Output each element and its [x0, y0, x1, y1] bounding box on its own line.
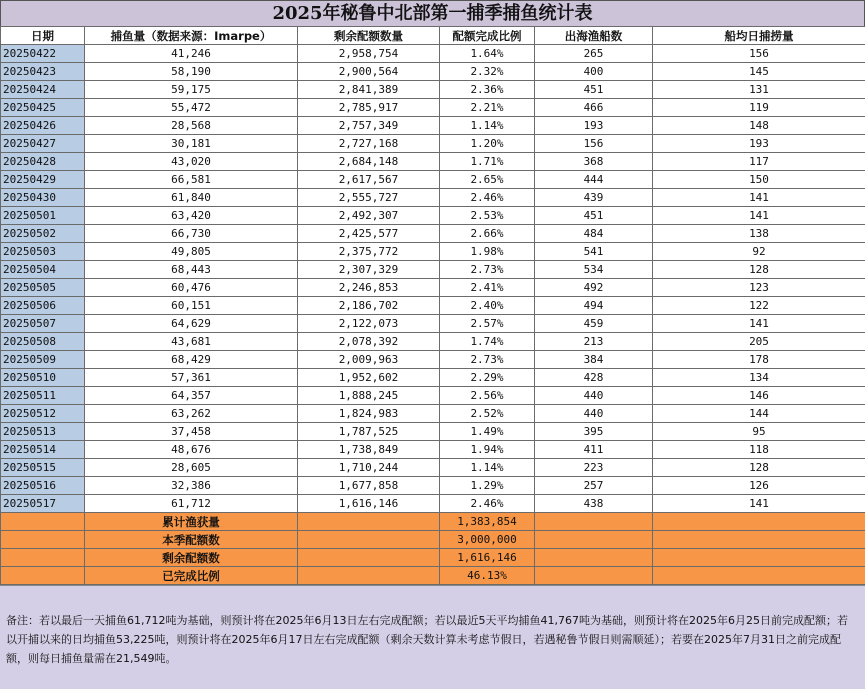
table-row	[1, 63, 865, 81]
date-cell: 20250423	[1, 63, 85, 81]
remaining-quota-cell: 2,555,727	[298, 189, 440, 207]
remaining-quota-cell: 2,684,148	[298, 153, 440, 171]
summary-blank	[1, 531, 85, 549]
date-cell: 20250510	[1, 369, 85, 387]
date-cell: 20250502	[1, 225, 85, 243]
remaining-quota-cell: 2,375,772	[298, 243, 440, 261]
table-row	[1, 279, 865, 297]
remaining-quota-cell: 2,757,349	[298, 117, 440, 135]
summary-blank	[653, 513, 865, 531]
catch-cell: 58,190	[85, 63, 298, 81]
remaining-quota-cell: 2,246,853	[298, 279, 440, 297]
table-row	[1, 477, 865, 495]
remaining-quota-cell: 2,186,702	[298, 297, 440, 315]
completion-ratio-cell: 2.57%	[440, 315, 535, 333]
date-cell: 20250427	[1, 135, 85, 153]
summary-blank	[1, 567, 85, 585]
avg-catch-cell: 126	[653, 477, 865, 495]
summary-blank	[535, 531, 653, 549]
avg-catch-cell: 95	[653, 423, 865, 441]
vessels-cell: 428	[535, 369, 653, 387]
vessels-cell: 368	[535, 153, 653, 171]
completion-ratio-cell: 1.74%	[440, 333, 535, 351]
avg-catch-cell: 205	[653, 333, 865, 351]
header-row	[1, 27, 865, 45]
summary-label: 本季配额数	[85, 531, 298, 549]
catch-cell: 60,151	[85, 297, 298, 315]
remaining-quota-cell: 2,122,073	[298, 315, 440, 333]
col-header-catch: 捕鱼量（数据来源：Imarpe）	[85, 27, 298, 45]
vessels-cell: 193	[535, 117, 653, 135]
completion-ratio-cell: 2.73%	[440, 351, 535, 369]
remaining-quota-cell: 2,492,307	[298, 207, 440, 225]
completion-ratio-cell: 1.98%	[440, 243, 535, 261]
table-row	[1, 117, 865, 135]
summary-label: 已完成比例	[85, 567, 298, 585]
vessels-cell: 395	[535, 423, 653, 441]
catch-cell: 55,472	[85, 99, 298, 117]
table-row	[1, 99, 865, 117]
completion-ratio-cell: 2.29%	[440, 369, 535, 387]
table-row	[1, 261, 865, 279]
summary-value: 1,616,146	[440, 549, 535, 567]
completion-ratio-cell: 1.64%	[440, 45, 535, 63]
remaining-quota-cell: 1,888,245	[298, 387, 440, 405]
avg-catch-cell: 118	[653, 441, 865, 459]
avg-catch-cell: 178	[653, 351, 865, 369]
completion-ratio-cell: 1.14%	[440, 459, 535, 477]
completion-ratio-cell: 2.46%	[440, 495, 535, 513]
completion-ratio-cell: 2.56%	[440, 387, 535, 405]
summary-blank	[653, 567, 865, 585]
avg-catch-cell: 128	[653, 261, 865, 279]
date-cell: 20250512	[1, 405, 85, 423]
remaining-quota-cell: 2,958,754	[298, 45, 440, 63]
completion-ratio-cell: 2.40%	[440, 297, 535, 315]
fishing-stats-table	[0, 26, 865, 585]
table-row	[1, 495, 865, 513]
avg-catch-cell: 144	[653, 405, 865, 423]
table-row	[1, 333, 865, 351]
vessels-cell: 411	[535, 441, 653, 459]
date-cell: 20250429	[1, 171, 85, 189]
date-cell: 20250509	[1, 351, 85, 369]
avg-catch-cell: 156	[653, 45, 865, 63]
vessels-cell: 439	[535, 189, 653, 207]
table-row	[1, 405, 865, 423]
catch-cell: 57,361	[85, 369, 298, 387]
table-row	[1, 171, 865, 189]
catch-cell: 63,262	[85, 405, 298, 423]
table-row	[1, 189, 865, 207]
summary-blank	[298, 531, 440, 549]
catch-cell: 63,420	[85, 207, 298, 225]
table-title: 2025年秘鲁中北部第一捕季捕鱼统计表	[0, 0, 865, 27]
date-cell: 20250513	[1, 423, 85, 441]
remaining-quota-cell: 1,787,525	[298, 423, 440, 441]
completion-ratio-cell: 2.41%	[440, 279, 535, 297]
vessels-cell: 265	[535, 45, 653, 63]
table-row	[1, 387, 865, 405]
summary-value: 46.13%	[440, 567, 535, 585]
completion-ratio-cell: 1.29%	[440, 477, 535, 495]
vessels-cell: 484	[535, 225, 653, 243]
vessels-cell: 400	[535, 63, 653, 81]
avg-catch-cell: 123	[653, 279, 865, 297]
summary-value: 1,383,854	[440, 513, 535, 531]
avg-catch-cell: 119	[653, 99, 865, 117]
date-cell: 20250505	[1, 279, 85, 297]
vessels-cell: 492	[535, 279, 653, 297]
table-row	[1, 369, 865, 387]
date-cell: 20250506	[1, 297, 85, 315]
completion-ratio-cell: 2.65%	[440, 171, 535, 189]
table-row	[1, 351, 865, 369]
remaining-quota-cell: 2,617,567	[298, 171, 440, 189]
remaining-quota-cell: 2,307,329	[298, 261, 440, 279]
catch-cell: 28,605	[85, 459, 298, 477]
summary-blank	[535, 567, 653, 585]
table-row	[1, 297, 865, 315]
summary-blank	[535, 513, 653, 531]
summary-row	[1, 567, 865, 585]
col-header-date: 日期	[1, 27, 85, 45]
completion-ratio-cell: 1.14%	[440, 117, 535, 135]
summary-blank	[535, 549, 653, 567]
avg-catch-cell: 134	[653, 369, 865, 387]
completion-ratio-cell: 2.21%	[440, 99, 535, 117]
date-cell: 20250503	[1, 243, 85, 261]
completion-ratio-cell: 2.53%	[440, 207, 535, 225]
vessels-cell: 440	[535, 387, 653, 405]
table-row	[1, 81, 865, 99]
col-header-remaining-quota: 剩余配额数量	[298, 27, 440, 45]
summary-blank	[653, 531, 865, 549]
catch-cell: 61,840	[85, 189, 298, 207]
remaining-quota-cell: 1,677,858	[298, 477, 440, 495]
remaining-quota-cell: 2,727,168	[298, 135, 440, 153]
avg-catch-cell: 150	[653, 171, 865, 189]
catch-cell: 66,581	[85, 171, 298, 189]
col-header-vessels: 出海渔船数	[535, 27, 653, 45]
catch-cell: 64,357	[85, 387, 298, 405]
col-header-avg-catch: 船均日捕捞量	[653, 27, 865, 45]
avg-catch-cell: 148	[653, 117, 865, 135]
vessels-cell: 156	[535, 135, 653, 153]
col-header-completion-ratio: 配额完成比例	[440, 27, 535, 45]
date-cell: 20250426	[1, 117, 85, 135]
catch-cell: 49,805	[85, 243, 298, 261]
vessels-cell: 494	[535, 297, 653, 315]
summary-blank	[1, 513, 85, 531]
remaining-quota-cell: 2,009,963	[298, 351, 440, 369]
table-row	[1, 315, 865, 333]
completion-ratio-cell: 1.20%	[440, 135, 535, 153]
date-cell: 20250511	[1, 387, 85, 405]
summary-row	[1, 513, 865, 531]
catch-cell: 61,712	[85, 495, 298, 513]
avg-catch-cell: 141	[653, 495, 865, 513]
avg-catch-cell: 122	[653, 297, 865, 315]
date-cell: 20250428	[1, 153, 85, 171]
vessels-cell: 451	[535, 81, 653, 99]
vessels-cell: 223	[535, 459, 653, 477]
avg-catch-cell: 193	[653, 135, 865, 153]
table-row	[1, 441, 865, 459]
avg-catch-cell: 141	[653, 207, 865, 225]
catch-cell: 43,681	[85, 333, 298, 351]
summary-blank	[298, 567, 440, 585]
catch-cell: 66,730	[85, 225, 298, 243]
completion-ratio-cell: 2.32%	[440, 63, 535, 81]
summary-blank	[1, 549, 85, 567]
catch-cell: 43,020	[85, 153, 298, 171]
remaining-quota-cell: 1,952,602	[298, 369, 440, 387]
remaining-quota-cell: 1,616,146	[298, 495, 440, 513]
avg-catch-cell: 141	[653, 315, 865, 333]
table-row	[1, 45, 865, 63]
date-cell: 20250516	[1, 477, 85, 495]
catch-cell: 60,476	[85, 279, 298, 297]
vessels-cell: 213	[535, 333, 653, 351]
avg-catch-cell: 131	[653, 81, 865, 99]
footnote: 备注：若以最后一天捕鱼61,712吨为基础，则预计将在2025年6月13日左右完成配额；若以最近5天平均捕鱼41,767吨为基础，则预计将在2025年6月25日前完成配额；若以开捕以来的日均捕鱼53,225吨，则预计将在2025年6月17日左右完成配额（剩余天数计算未考虑节假日，若遇秘鲁节假日则需顺延）；若要在2025年7月31日之前完成配额，则每日捕鱼量需在21,549吨。	[0, 585, 865, 689]
vessels-cell: 451	[535, 207, 653, 225]
remaining-quota-cell: 1,710,244	[298, 459, 440, 477]
avg-catch-cell: 145	[653, 63, 865, 81]
date-cell: 20250507	[1, 315, 85, 333]
date-cell: 20250501	[1, 207, 85, 225]
avg-catch-cell: 138	[653, 225, 865, 243]
summary-blank	[653, 549, 865, 567]
remaining-quota-cell: 2,078,392	[298, 333, 440, 351]
catch-cell: 32,386	[85, 477, 298, 495]
table-row	[1, 135, 865, 153]
vessels-cell: 440	[535, 405, 653, 423]
remaining-quota-cell: 2,785,917	[298, 99, 440, 117]
catch-cell: 30,181	[85, 135, 298, 153]
table-row	[1, 243, 865, 261]
date-cell: 20250424	[1, 81, 85, 99]
summary-row	[1, 531, 865, 549]
summary-label: 剩余配额数	[85, 549, 298, 567]
date-cell: 20250514	[1, 441, 85, 459]
remaining-quota-cell: 2,425,577	[298, 225, 440, 243]
catch-cell: 28,568	[85, 117, 298, 135]
table-row	[1, 153, 865, 171]
completion-ratio-cell: 1.49%	[440, 423, 535, 441]
table-row	[1, 423, 865, 441]
date-cell: 20250504	[1, 261, 85, 279]
catch-cell: 59,175	[85, 81, 298, 99]
completion-ratio-cell: 2.36%	[440, 81, 535, 99]
vessels-cell: 257	[535, 477, 653, 495]
vessels-cell: 534	[535, 261, 653, 279]
completion-ratio-cell: 2.52%	[440, 405, 535, 423]
avg-catch-cell: 117	[653, 153, 865, 171]
date-cell: 20250425	[1, 99, 85, 117]
avg-catch-cell: 92	[653, 243, 865, 261]
summary-blank	[298, 513, 440, 531]
remaining-quota-cell: 1,824,983	[298, 405, 440, 423]
vessels-cell: 541	[535, 243, 653, 261]
catch-cell: 64,629	[85, 315, 298, 333]
completion-ratio-cell: 1.94%	[440, 441, 535, 459]
summary-label: 累计渔获量	[85, 513, 298, 531]
date-cell: 20250422	[1, 45, 85, 63]
vessels-cell: 444	[535, 171, 653, 189]
avg-catch-cell: 146	[653, 387, 865, 405]
table-row	[1, 207, 865, 225]
table-row	[1, 459, 865, 477]
table-row	[1, 225, 865, 243]
completion-ratio-cell: 2.66%	[440, 225, 535, 243]
catch-cell: 41,246	[85, 45, 298, 63]
date-cell: 20250517	[1, 495, 85, 513]
avg-catch-cell: 128	[653, 459, 865, 477]
remaining-quota-cell: 2,900,564	[298, 63, 440, 81]
completion-ratio-cell: 2.46%	[440, 189, 535, 207]
catch-cell: 37,458	[85, 423, 298, 441]
vessels-cell: 459	[535, 315, 653, 333]
date-cell: 20250508	[1, 333, 85, 351]
catch-cell: 68,429	[85, 351, 298, 369]
summary-row	[1, 549, 865, 567]
remaining-quota-cell: 2,841,389	[298, 81, 440, 99]
catch-cell: 48,676	[85, 441, 298, 459]
catch-cell: 68,443	[85, 261, 298, 279]
date-cell: 20250430	[1, 189, 85, 207]
completion-ratio-cell: 1.71%	[440, 153, 535, 171]
avg-catch-cell: 141	[653, 189, 865, 207]
vessels-cell: 384	[535, 351, 653, 369]
remaining-quota-cell: 1,738,849	[298, 441, 440, 459]
summary-blank	[298, 549, 440, 567]
vessels-cell: 438	[535, 495, 653, 513]
summary-value: 3,000,000	[440, 531, 535, 549]
vessels-cell: 466	[535, 99, 653, 117]
completion-ratio-cell: 2.73%	[440, 261, 535, 279]
date-cell: 20250515	[1, 459, 85, 477]
